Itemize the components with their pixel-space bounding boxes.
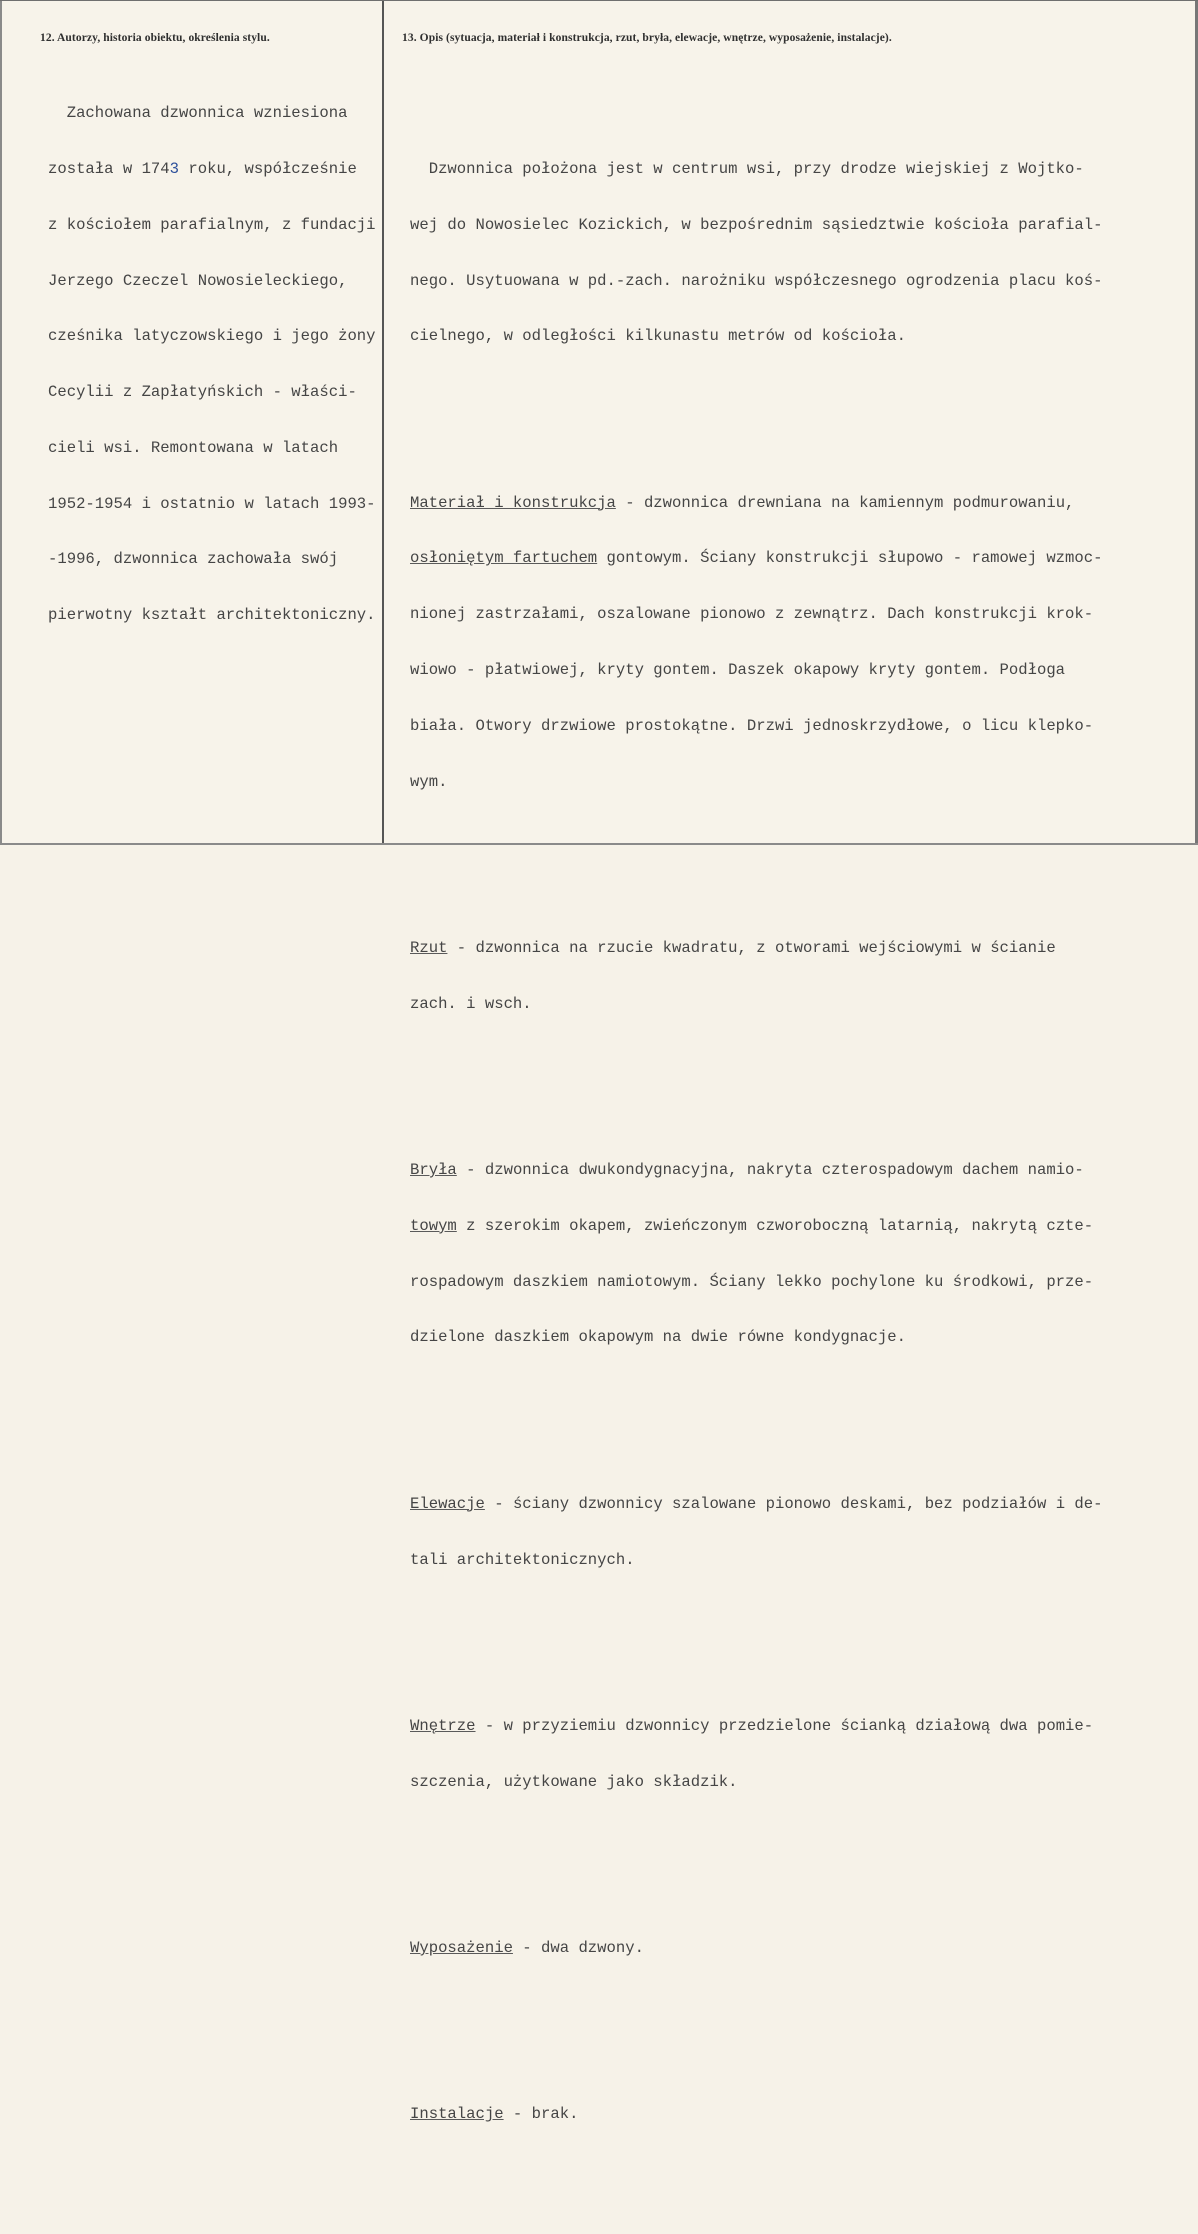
text-line xyxy=(410,1495,1103,1514)
section-label: Wnętrze xyxy=(410,1716,476,1735)
section-bryla xyxy=(410,1124,1103,1384)
section-label: Materiał i konstrukcja xyxy=(410,493,616,512)
section-material xyxy=(410,456,1103,828)
history-line: cześnika latyczowskiego i jego żony xyxy=(48,327,376,346)
text-line: szczenia, użytkowane jako składzik. xyxy=(410,1772,738,1791)
history-line: -1996, dzwonnica zachowała swój xyxy=(48,550,339,569)
text-line xyxy=(410,1161,1103,1180)
text-line: rospadowym daszkiem namiotowym. Ściany lekko pochylone ku środkowi, prze- xyxy=(410,1272,1094,1291)
text-line: tali architektonicznych. xyxy=(410,1550,635,1569)
text-line xyxy=(410,939,1103,958)
column-divider xyxy=(382,1,384,843)
section-rzut xyxy=(410,902,1103,1051)
text-line xyxy=(410,1717,1103,1736)
text-line xyxy=(410,2105,1103,2124)
section-label: Rzut xyxy=(410,938,448,957)
text-line: dzielone daszkiem okapowym na dwie równe kondygnacje. xyxy=(410,1328,906,1347)
text-line: biała. Otwory drzwiowe prostokątne. Drzwi jednoskrzydłowe, o licu klepko- xyxy=(410,716,1094,735)
history-line: Cecylii z Zapłatyńskich - właści- xyxy=(48,383,357,402)
section-label: Elewacje xyxy=(410,1494,485,1513)
section-instalacje xyxy=(410,2068,1103,2161)
history-line: z kościołem parafialnym, z fundacji xyxy=(48,215,376,234)
section-label: Instalacje xyxy=(410,2105,504,2124)
history-line: pierwotny kształt architektoniczny. xyxy=(48,606,376,625)
text-line xyxy=(410,1939,1103,1958)
left-column-header: 12. Autorzy, historia obiektu, określenia stylu. xyxy=(40,32,270,44)
text-line xyxy=(410,1217,1103,1236)
text-line: cielnego, w odległości kilkunastu metrów od kościoła. xyxy=(410,327,906,346)
history-text xyxy=(48,67,376,662)
section-elewacje xyxy=(410,1458,1103,1607)
underlined-phrase: osłoniętym fartuchem xyxy=(410,549,598,568)
handwritten-correction: 3 xyxy=(169,159,180,178)
section-sytuacja xyxy=(410,123,1103,383)
text-part: - dwa dzwony. xyxy=(512,1938,644,1957)
history-line: Jerzego Czeczel Nowosieleckiego, xyxy=(48,271,348,290)
text-part: z szerokim okapem, zwieńczonym czworoboczną latarnią, nakrytą czte- xyxy=(456,1216,1094,1235)
history-line: 1952-1954 i ostatnio w latach 1993- xyxy=(48,494,376,513)
left-border-line xyxy=(0,1,2,843)
text-line: wej do Nowosielec Kozickich, w bezpośrednim sąsiedztwie kościoła parafial- xyxy=(410,215,1103,234)
text-part: - ściany dzwonnicy szalowane pionowo deskami, bez podziałów i de- xyxy=(484,1494,1103,1513)
underlined-phrase: towym xyxy=(410,1216,457,1235)
section-wnetrze xyxy=(410,1680,1103,1829)
history-line-part: została w 174 xyxy=(48,159,170,178)
text-part: - dzwonnica drewniana na kamiennym podmurowaniu, xyxy=(615,493,1075,512)
section-wyposazenie xyxy=(410,1902,1103,1995)
text-part: gontowym. Ściany konstrukcji słupowo - ramowej wzmoc- xyxy=(597,549,1103,568)
text-line: nionej zastrzałami, oszalowane pionowo z zewnątrz. Dach konstrukcji krok- xyxy=(410,605,1094,624)
text-part: - dzwonnica na rzucie kwadratu, z otworami wejściowymi w ścianie xyxy=(447,938,1056,957)
text-line: nego. Usytuowana w pd.-zach. narożniku współczesnego ogrodzenia placu koś- xyxy=(410,271,1103,290)
right-column-header: 13. Opis (sytuacja, materiał i konstrukcja, rzut, bryła, elewacje, wnętrze, wyposażenie, instalacje). xyxy=(402,32,892,44)
text-line: Dzwonnica położona jest w centrum wsi, przy drodze wiejskiej z Wojtko- xyxy=(410,159,1084,178)
text-line: zach. i wsch. xyxy=(410,994,532,1013)
text-line xyxy=(410,494,1103,513)
text-part: - w przyziemiu dzwonnicy przedzielone ścianką działową dwa pomie- xyxy=(475,1716,1094,1735)
text-line xyxy=(410,549,1103,568)
text-part: - dzwonnica dwukondygnacyjna, nakryta czterospadowym dachem namio- xyxy=(456,1161,1084,1180)
section-label: Bryła xyxy=(410,1161,457,1180)
description-text xyxy=(410,67,1103,2234)
text-line: wym. xyxy=(410,772,448,791)
text-part: - brak. xyxy=(503,2105,579,2124)
history-line-part: roku, współcześnie xyxy=(179,159,357,178)
history-line: cieli wsi. Remontowana w latach xyxy=(48,438,339,457)
history-line: Zachowana dzwonnica wzniesiona xyxy=(48,104,348,123)
section-label: Wyposażenie xyxy=(410,1938,513,1957)
history-line xyxy=(48,160,376,179)
text-line: wiowo - płatwiowej, kryty gontem. Daszek okapowy kryty gontem. Podłoga xyxy=(410,661,1066,679)
